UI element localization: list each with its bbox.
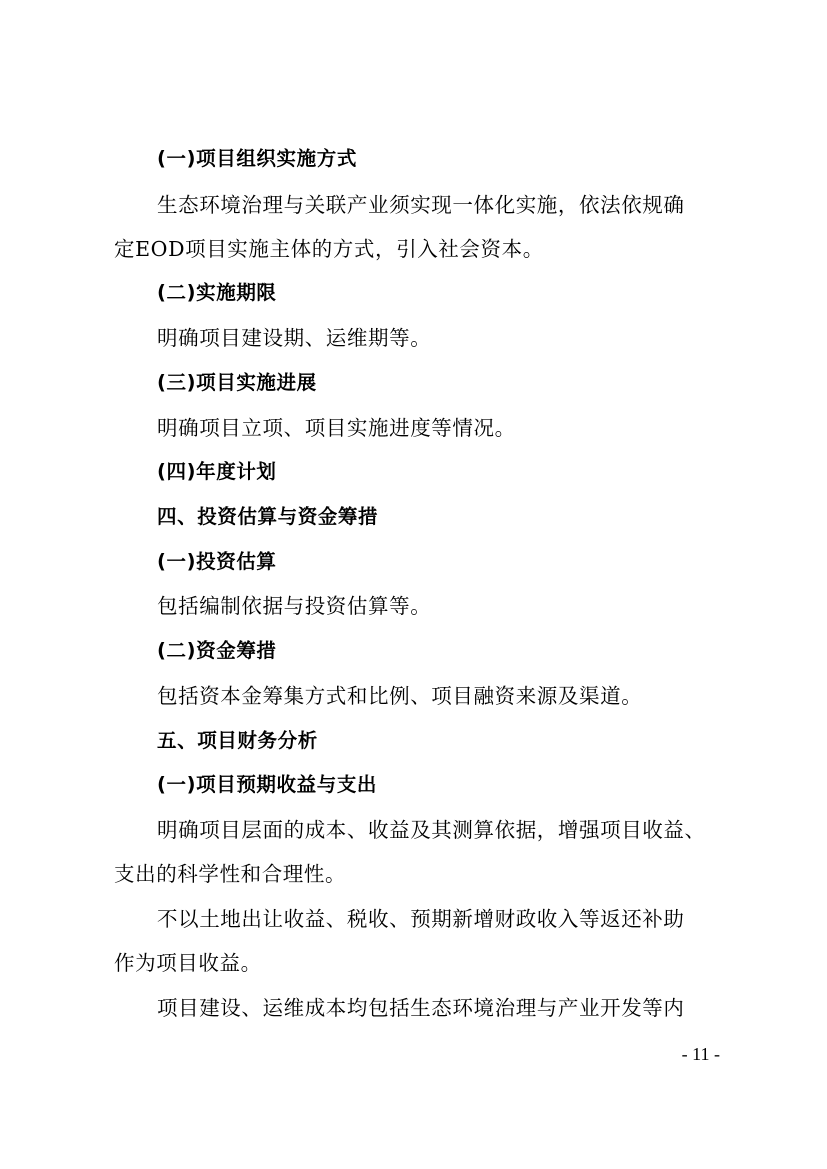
section-heading-progress: (三)项目实施进展 (157, 371, 317, 394)
paragraph-line: 明确项目建设期、运维期等。 (157, 326, 432, 350)
page-number: - 11 - (681, 1044, 720, 1064)
paragraph-line: 不以土地出让收益、税收、预期新增财政收入等返还补助 (157, 907, 685, 931)
paragraph-line: 支出的科学性和合理性。 (114, 862, 347, 886)
section-heading-annual-plan: (四)年度计划 (157, 460, 277, 483)
paragraph-line: 包括资本金筹集方式和比例、项目融资来源及渠道。 (157, 684, 643, 708)
paragraph-line: 包括编制依据与投资估算等。 (157, 594, 432, 618)
paragraph-line: 明确项目立项、项目实施进度等情况。 (157, 416, 516, 440)
paragraph-line: 明确项目层面的成本、收益及其测算依据，增强项目收益、 (157, 818, 706, 842)
paragraph-line: 生态环境治理与关联产业须实现一体化实施，依法依规确 (157, 193, 685, 217)
paragraph-line: 定EOD项目实施主体的方式，引入社会资本。 (114, 237, 544, 261)
section-heading-period: (二)实施期限 (157, 281, 277, 304)
section-heading-organization: (一)项目组织实施方式 (157, 147, 357, 170)
section-heading-estimate: (一)投资估算 (157, 550, 277, 573)
section-heading-revenue: (一)项目预期收益与支出 (157, 773, 378, 796)
section-heading-financing: (二)资金筹措 (157, 639, 277, 662)
chapter-heading-investment: 四、投资估算与资金筹措 (157, 505, 379, 528)
paragraph-line: 作为项目收益。 (114, 951, 262, 975)
chapter-heading-financial-analysis: 五、项目财务分析 (157, 729, 318, 752)
paragraph-line: 项目建设、运维成本均包括生态环境治理与产业开发等内 (157, 996, 685, 1020)
